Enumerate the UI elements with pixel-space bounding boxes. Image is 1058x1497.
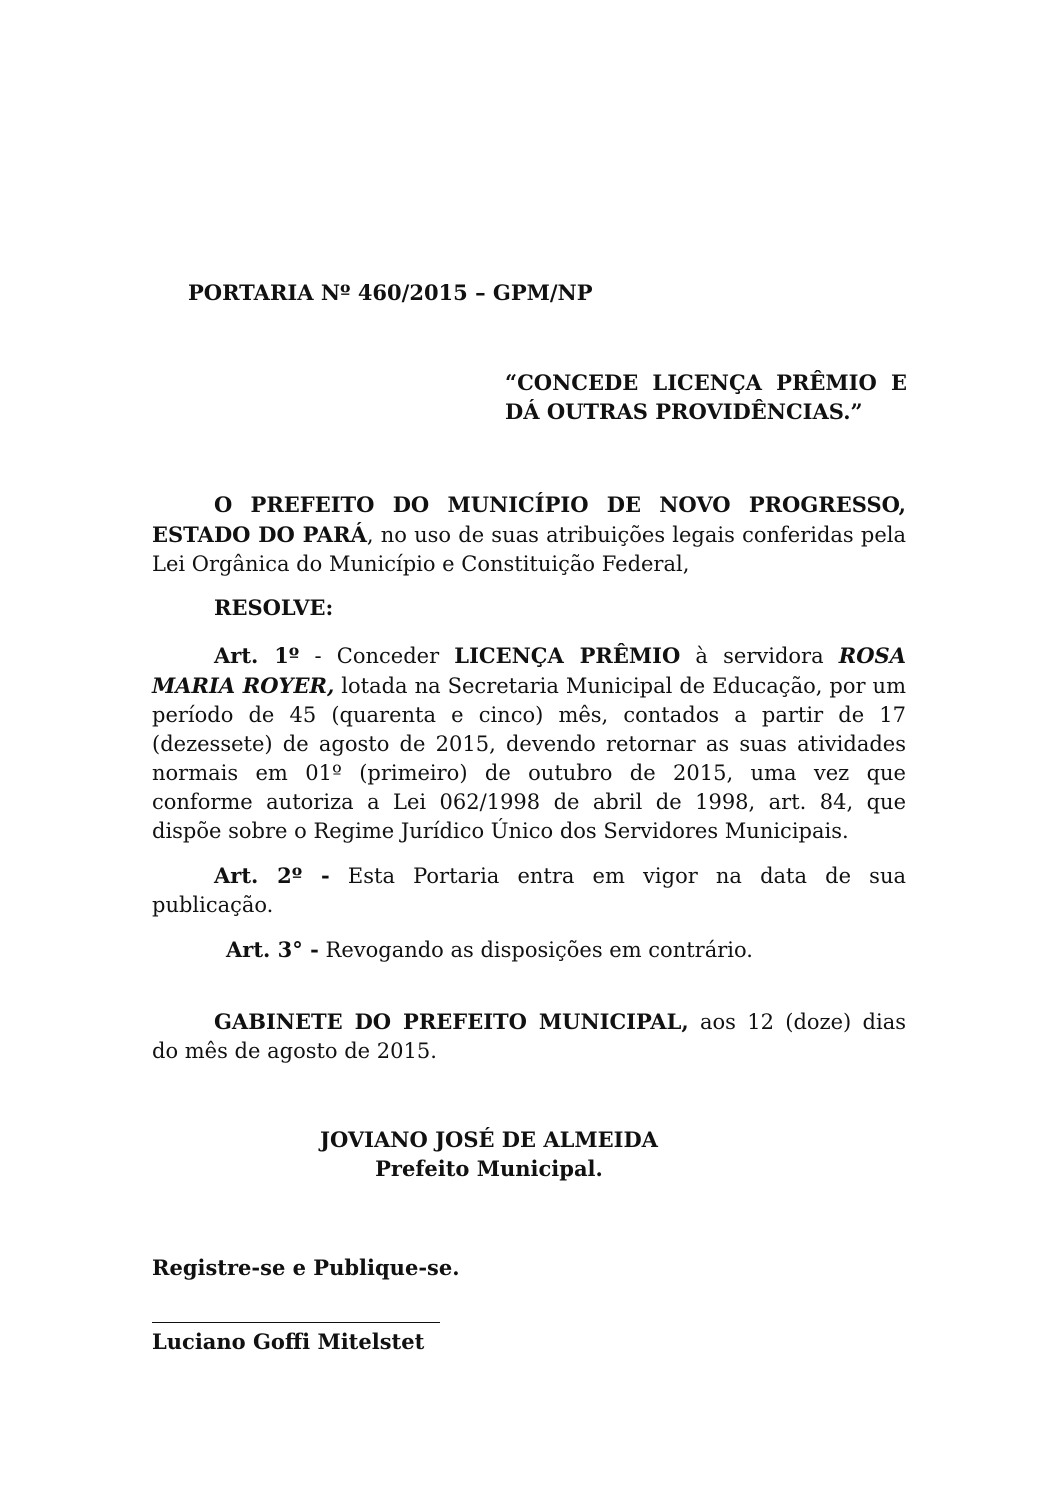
gabinete-text: aos 12 (doze) dias do mês de agosto de 2015. xyxy=(152,1010,906,1063)
ementa-line-1: “CONCEDE LICENÇA PRÊMIO E xyxy=(505,370,907,395)
ementa-line-2: DÁ OUTRAS PROVIDÊNCIAS.” xyxy=(505,399,863,424)
gabinete-label: GABINETE DO PREFEITO MUNICIPAL, xyxy=(214,1009,689,1034)
article-3-text: Revogando as disposições em contrário. xyxy=(318,938,753,962)
ementa xyxy=(505,368,907,426)
article-2-paragraph xyxy=(152,861,906,920)
portaria-title: PORTARIA Nº 460/2015 – GPM/NP xyxy=(188,280,593,305)
article-2-text: Esta Portaria entra em vigor na data de sua publicação. xyxy=(152,864,906,917)
resolve-heading: RESOLVE: xyxy=(214,595,334,620)
article-1-paragraph xyxy=(152,641,906,846)
preamble-text: , no uso de suas atribuições legais conferidas pela Lei Orgânica do Município e Constituição Federal, xyxy=(152,523,906,576)
article-3-label: Art. 3° - xyxy=(226,937,319,962)
article-1-text-c: lotada na Secretaria Municipal de Educação, por um período de 45 (quarenta e cinco) mês, contados a partir de 17 (dezessete) de agosto de 2015, devendo retornar as suas atividades normais em 01º (primeiro) de outubro de 2015, uma vez que conforme autoriza a Lei 062/1998 de abril de 1998, art. 84, que dispõe sobre o Regime Jurídico Único dos Servidores Municipais. xyxy=(152,674,906,843)
preamble-authority: O PREFEITO DO MUNICÍPIO DE NOVO PROGRESSO, ESTADO DO PARÁ xyxy=(152,492,906,547)
register-publish-text: Registre-se e Publique-se. xyxy=(152,1255,460,1280)
article-1-label: Art. 1º xyxy=(214,643,300,668)
article-1-text-a: - Conceder xyxy=(299,644,455,668)
article-3-paragraph xyxy=(226,935,753,965)
article-1-employee-name: ROSA MARIA ROYER, xyxy=(152,643,907,698)
secretary-name: Luciano Goffi Mitelstet xyxy=(152,1329,425,1354)
article-1-text-b: à servidora xyxy=(680,644,839,668)
article-2-label: Art. 2º - xyxy=(214,863,330,888)
signature-line xyxy=(152,1322,440,1323)
gabinete-paragraph xyxy=(152,1007,906,1066)
article-1-license-type: LICENÇA PRÊMIO xyxy=(454,643,681,668)
preamble-paragraph xyxy=(152,490,906,579)
signature-block xyxy=(152,1125,906,1183)
signatory-role: Prefeito Municipal. xyxy=(375,1156,603,1181)
signatory-name: JOVIANO JOSÉ DE ALMEIDA xyxy=(320,1127,658,1152)
